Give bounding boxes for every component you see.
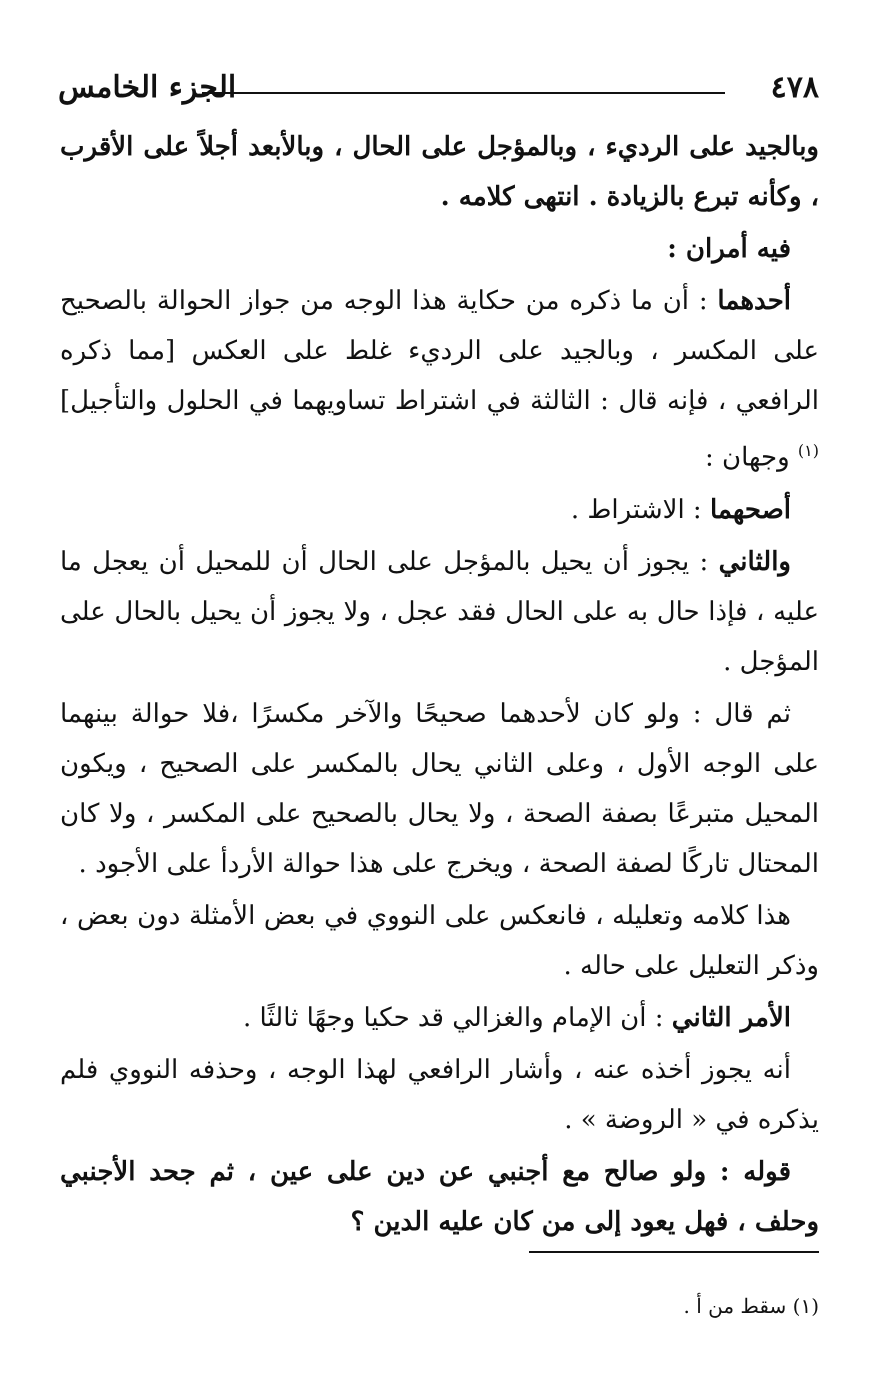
paragraph-3 bbox=[60, 276, 819, 483]
paragraph-9 bbox=[60, 1045, 819, 1145]
paragraph-text: قوله : ولو صالح مع أجنبي عن دين على عين ، ثم جحد الأجنبي وحلف ، فهل يعود إلى من كان عليه الدين ؟ bbox=[60, 1156, 819, 1237]
paragraph-text: : أن ما ذكره من حكاية هذا الوجه من جواز الحوالة بالصحيح على المكسر ، وبالجيد على الرديء غلط على العكس [مما ذكره الرافعي ، فإنه قال : الثالثة في اشتراط تساويهما في الحلول والتأجيل] bbox=[60, 286, 819, 416]
paragraph-text: أنه يجوز أخذه عنه ، وأشار الرافعي لهذا الوجه ، وحذفه النووي فلم يذكره في « الروضة » . bbox=[60, 1054, 819, 1135]
header-rule bbox=[202, 92, 725, 94]
paragraph-1 bbox=[60, 122, 819, 222]
paragraph-text: : أن الإمام والغزالي قد حكيا وجهًا ثالثًا . bbox=[243, 1002, 672, 1033]
paragraph-text: ثم قال : ولو كان لأحدهما صحيحًا والآخر مكسرًا ،فلا حوالة بينهما على الوجه الأول ، وعلى الثاني يحال بالمكسر على الصحيح ، ويكون المحيل متبرعًا بصفة الصحة ، ولا يحال بالصحيح على المكسر ، ولا كان المحتال تاركًا لصفة الصحة ، ويخرج على هذا حوالة الأردأ على الأجود . bbox=[60, 698, 819, 879]
footnote: (١) سقط من أ . bbox=[683, 1294, 819, 1318]
footnote-ref: (١) bbox=[797, 441, 819, 460]
header-title: الجزء الخامس bbox=[58, 70, 237, 105]
paragraph-text: : الاشتراط . bbox=[570, 494, 710, 525]
paragraph-lead: الأمر الثاني bbox=[671, 1002, 791, 1033]
paragraph-2 bbox=[60, 224, 819, 274]
footnote-rule bbox=[529, 1251, 819, 1253]
paragraph-lead: أحدهما bbox=[717, 286, 791, 316]
paragraph-7 bbox=[60, 891, 819, 991]
paragraph-text: : يجوز أن يحيل بالمؤجل على الحال أن للمحيل أن يعجل ما عليه ، فإذا حال به على الحال فقد عجل ، ولا يجوز أن يحيل بالحال على المؤجل . bbox=[60, 546, 819, 677]
paragraph-text: وبالجيد على الرديء ، وبالمؤجل على الحال ، وبالأبعد أجلاً على الأقرب ، وكأنه تبرع بالزيادة . انتهى كلامه . bbox=[60, 132, 819, 212]
paragraph-lead: أصحهما bbox=[709, 494, 791, 525]
paragraph-text: هذا كلامه وتعليله ، فانعكس على النووي في بعض الأمثلة دون بعض ، وذكر التعليل على حاله . bbox=[60, 900, 819, 981]
paragraph-text: فيه أمران : bbox=[667, 234, 791, 264]
paragraph-10 bbox=[60, 1147, 819, 1247]
paragraph-lead: والثاني bbox=[718, 546, 791, 577]
body-text bbox=[60, 122, 819, 1249]
page-number: ٤٧٨ bbox=[770, 70, 819, 105]
paragraph-8 bbox=[60, 993, 819, 1043]
paragraph-tail: وجهان : bbox=[704, 442, 798, 473]
page-header bbox=[58, 70, 819, 114]
paragraph-6 bbox=[60, 689, 819, 889]
paragraph-4 bbox=[60, 485, 819, 535]
paragraph-5 bbox=[60, 537, 819, 687]
